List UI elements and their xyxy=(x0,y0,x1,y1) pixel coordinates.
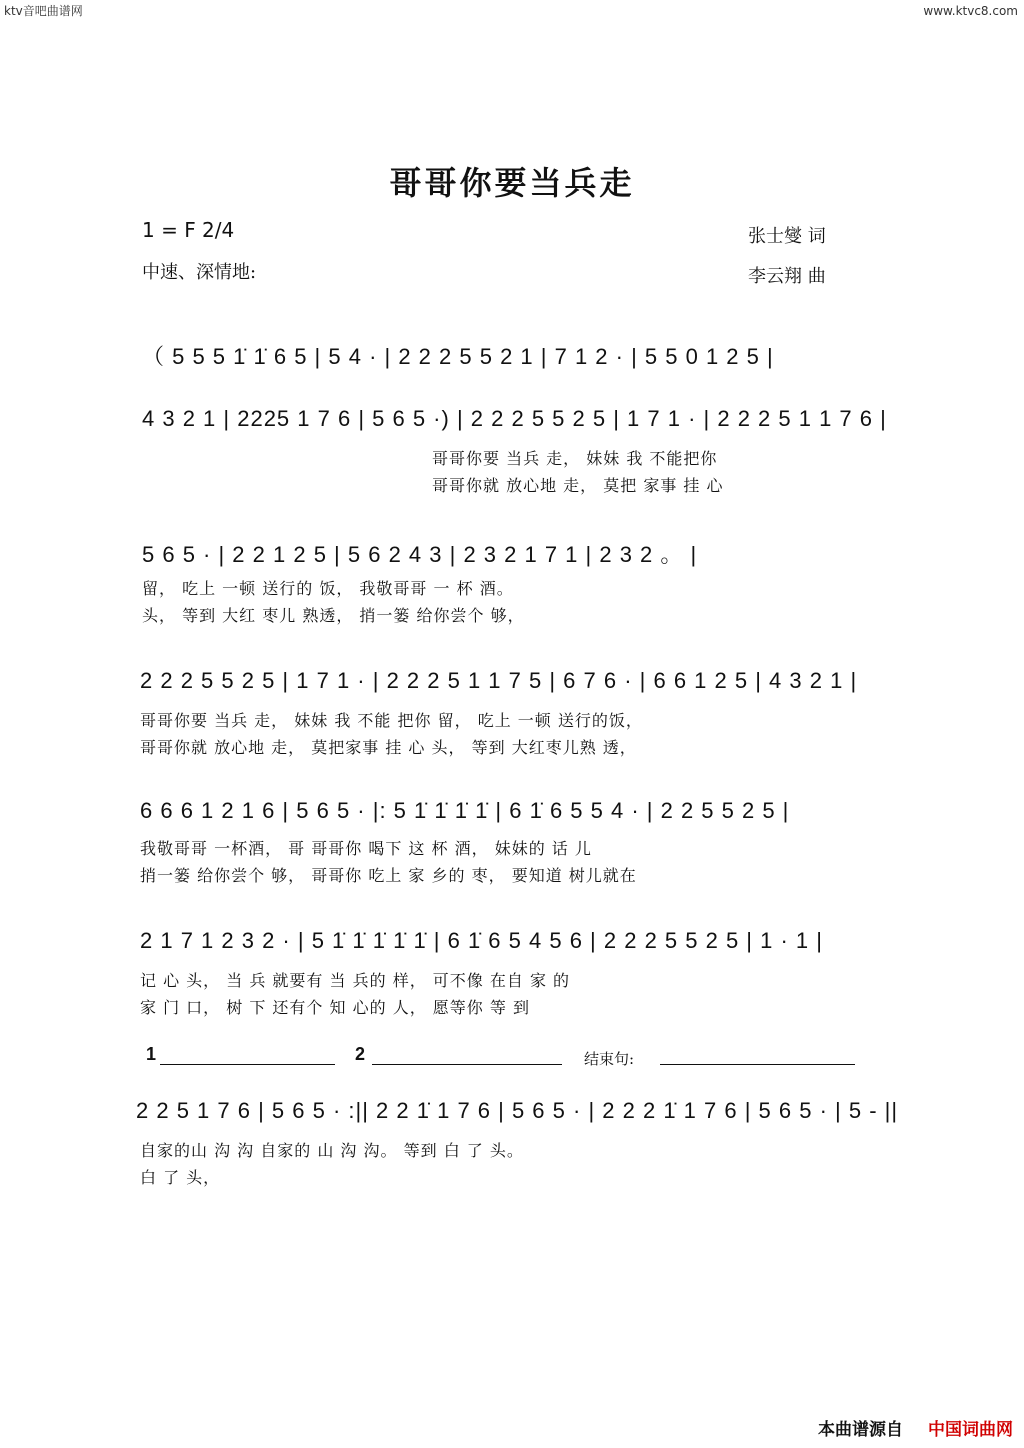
lyric-line: 留， 吃上 一顿 送行的 饭， 我敬哥哥 一 杯 酒。 xyxy=(142,579,514,598)
notation-row: 4 3 2 1 | 2225 1 7 6 | 5 6 5 ·) | 2 2 2 5 5 2 5 | 1 7 1 · | 2 2 2 5 1 1 7 6 | xyxy=(142,406,887,431)
notation-row: 6 6 6 1 2 1 6 | 5 6 5 · |: 5 1̇ 1̇ 1̇ 1̇ | 6 1̇ 6 5 5 4 · | 2 2 5 5 2 5 | xyxy=(140,798,790,823)
lyric-line: 白 了 头， xyxy=(140,1168,221,1187)
second-ending-mark: 2 xyxy=(355,1044,366,1064)
watermark-right: www.ktvc8.com xyxy=(923,4,1018,18)
second-ending-line xyxy=(372,1064,562,1065)
notation-row: 2 2 5 1 7 6 | 5 6 5 · :|| 2 2 1̇ 1 7 6 | 5 6 5 · | 2 2 2 1̇ 1 7 6 | 5 6 5 · | 5 - || xyxy=(136,1098,899,1123)
lyricist-credit: 张士燮 词 xyxy=(748,226,826,247)
lyric-line: 记 心 头， 当 兵 就要有 当 兵的 样， 可不像 在自 家 的 xyxy=(140,971,571,990)
composer-credit: 李云翔 曲 xyxy=(748,266,826,287)
lyric-line: 自家的山 沟 沟 自家的 山 沟 沟。 等到 白 了 头。 xyxy=(140,1141,524,1160)
song-title: 哥哥你要当兵走 xyxy=(389,164,635,202)
lyric-line: 我敬哥哥 一杯酒， 哥 哥哥你 喝下 这 杯 酒， 妹妹的 话 儿 xyxy=(140,839,592,858)
first-ending-line xyxy=(160,1064,335,1065)
first-ending-mark: 1 xyxy=(146,1044,157,1064)
lyric-line: 捎一篓 给你尝个 够， 哥哥你 吃上 家 乡的 枣， 要知道 树儿就在 xyxy=(140,866,637,885)
notation-row: 2 2 2 5 5 2 5 | 1 7 1 · | 2 2 2 5 1 1 7 5 | 6 7 6 · | 6 6 1 2 5 | 4 3 2 1 | xyxy=(140,668,858,693)
lyric-line: 哥哥你要 当兵 走， 妹妹 我 不能 把你 留， 吃上 一顿 送行的饭， xyxy=(140,711,643,730)
notation-row: 2 1 7 1 2 3 2 · | 5 1̇ 1̇ 1̇ 1̇ 1̇ | 6 1̇ 6 5 4 5 6 | 2 2 2 5 5 2 5 | 1 · 1 | xyxy=(140,928,823,953)
lyric-line: 哥哥你要 当兵 走， 妹妹 我 不能把你 xyxy=(432,449,718,468)
footer-source-label: 本曲谱源自 xyxy=(818,1420,903,1440)
lyric-line: 哥哥你就 放心地 走， 莫把家事 挂 心 头， 等到 大红枣儿熟 透， xyxy=(140,738,637,757)
tempo-marking: 中速、深情地: xyxy=(142,262,257,283)
key-signature: 1 = F 2/4 xyxy=(142,218,235,242)
coda-label: 结束句: xyxy=(584,1050,635,1068)
footer-site-link[interactable]: 中国词曲网 xyxy=(928,1420,1013,1440)
notation-row: （ 5 5 5 1̇ 1̇ 6 5 | 5 4 · | 2 2 2 5 5 2 1 | 7 1 2 · | 5 5 0 1 2 5 | xyxy=(142,344,774,369)
lyric-line: 哥哥你就 放心地 走， 莫把 家事 挂 心 xyxy=(432,476,724,495)
watermark-left: ktv音吧曲谱网 xyxy=(4,4,83,18)
lyric-line: 头， 等到 大红 枣儿 熟透， 捎一篓 给你尝个 够， xyxy=(142,606,525,625)
lyric-line: 家 门 口， 树 下 还有个 知 心的 人， 愿等你 等 到 xyxy=(140,998,530,1017)
coda-line xyxy=(660,1064,855,1065)
notation-row: 5 6 5 · | 2 2 1 2 5 | 5 6 2 4 3 | 2 3 2 1 7 1 | 2 3 2 。 | xyxy=(142,542,698,567)
